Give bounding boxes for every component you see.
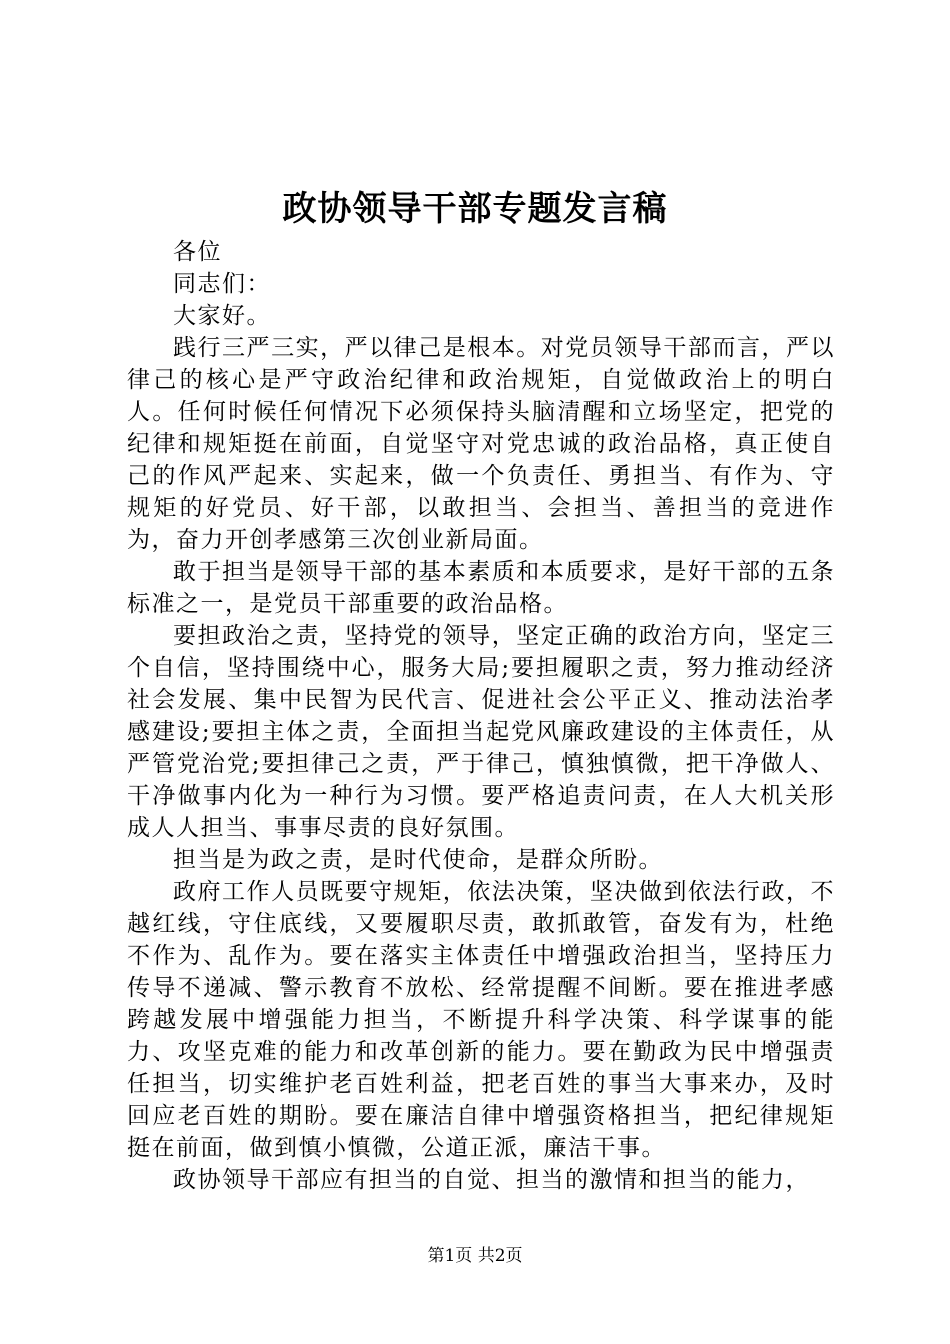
paragraph-3: 要担政治之责，坚持党的领导，坚定正确的政治方向，坚定三个自信，坚持围绕中心，服务大局;要担履职之责，努力推动经济社会发展、集中民智为民代言、促进社会公平正义、推动法治孝感建设;要担主体之责，全面担当起党风廉政建设的主体责任，从严管党治党;要担律己之责，严于律己，慎独慎微，把干净做人、干净做事内化为一种行为习惯。要严格追责问责，在人大机关形成人人担当、事事尽责的良好氛围。 bbox=[127, 623, 835, 841]
paragraph-6: 政协领导干部应有担当的自觉、担当的激情和担当的能力， bbox=[173, 1167, 810, 1193]
paragraph-salutation: 同志们： bbox=[173, 271, 271, 297]
document-body bbox=[127, 236, 835, 1196]
paragraph-5: 政府工作人员既要守规矩，依法决策，坚决做到依法行政，不越红线，守住底线，又要履职尽责，敢抓敢管，奋发有为，杜绝不作为、乱作为。要在落实主体责任中增强政治担当，坚持压力传导不递减、警示教育不放松、经常提醒不间断。要在推进孝感跨越发展中增强能力担当，不断提升科学决策、科学谋事的能力、攻坚克难的能力和改革创新的能力。要在勤政为民中增强责任担当，切实维护老百姓利益，把老百姓的事当大事来办，及时回应老百姓的期盼。要在廉洁自律中增强资格担当，把纪律规矩挺在前面，做到慎小慎微，公道正派，廉洁干事。 bbox=[127, 879, 835, 1161]
paragraph-4: 担当是为政之责，是时代使命，是群众所盼。 bbox=[173, 847, 663, 873]
document-title: 政协领导干部专题发言稿 bbox=[282, 189, 668, 229]
paragraph-greeting: 各位 bbox=[173, 239, 222, 265]
paragraph-2: 敢于担当是领导干部的基本素质和本质要求，是好干部的五条标准之一，是党员干部重要的政治品格。 bbox=[127, 559, 835, 617]
page-footer: 第1页 共2页 bbox=[427, 1246, 523, 1266]
paragraph-1: 践行三严三实，严以律己是根本。对党员领导干部而言，严以律己的核心是严守政治纪律和政治规矩，自觉做政治上的明白人。任何时候任何情况下必须保持头脑清醒和立场坚定，把党的纪律和规矩挺在前面，自觉坚守对党忠诚的政治品格，真正使自己的作风严起来、实起来，做一个负责任、勇担当、有作为、守规矩的好党员、好干部，以敢担当、会担当、善担当的竞进作为，奋力开创孝感第三次创业新局面。 bbox=[127, 335, 835, 553]
paragraph-hello: 大家好。 bbox=[173, 303, 271, 329]
